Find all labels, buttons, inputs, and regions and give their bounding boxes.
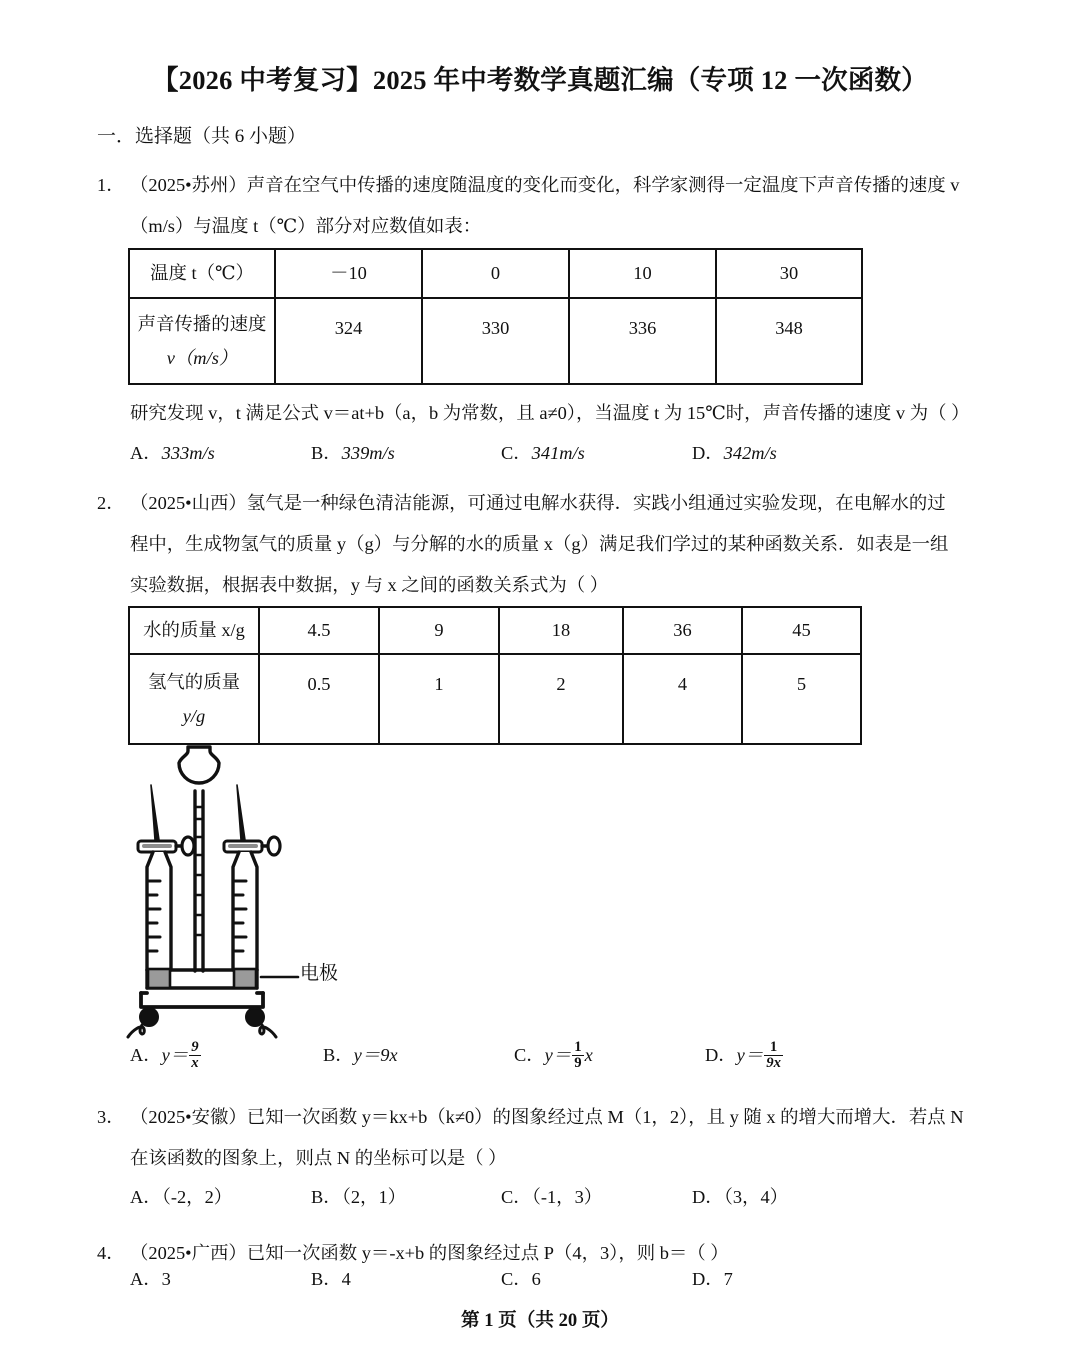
question-2-number: 2． (97, 493, 125, 513)
left-stopcock-knob (182, 837, 194, 855)
option-a-numerator: 9 (191, 1038, 199, 1055)
electrolysis-apparatus-svg (120, 745, 350, 1045)
table2-row2-cell-5: 5 (742, 654, 861, 744)
question-2-line-2: 程中，生成物氢气的质量 y（g）与分解的水的质量 x（g）满足我们学过的某种函数关系．如表是一组 (130, 534, 949, 554)
electrolysis-table (128, 606, 862, 745)
question-1-option-b[interactable] (311, 436, 395, 470)
option-d-numerator: 1 (764, 1040, 783, 1057)
left-burette-tip-icon (151, 785, 159, 840)
section-heading: 一．选择题（共 6 小题） (97, 126, 307, 147)
option-d-text: 342m/s (723, 443, 777, 463)
option-a-denominator: x (191, 1055, 199, 1072)
left-electrode-icon (148, 969, 170, 988)
question-2-options (130, 1038, 1030, 1078)
table2-row2-label-line1: 氢气的质量 (148, 671, 240, 692)
option-c-lead: y＝ (544, 1045, 572, 1065)
option-b-text: （2，1） (341, 1187, 407, 1207)
page-title: 【2026 中考复习】2025 年中考数学真题汇编（专项 12 一次函数） (152, 65, 928, 95)
question-2-option-b[interactable] (323, 1038, 398, 1072)
question-1-line-2: （m/s）与温度 t（℃）部分对应数值如表： (130, 216, 482, 236)
question-1-number: 1． (97, 175, 125, 195)
question-1-option-c[interactable] (501, 436, 585, 470)
option-a-tag: A． (130, 443, 162, 463)
question-2-body (130, 483, 1007, 606)
right-burette-tip-icon (237, 785, 245, 840)
question-4-text-1: 已知一次函数 y＝-x+b 的图象经过点 P（4，3），则 b＝（ ） (246, 1243, 729, 1263)
option-d-text: 7 (723, 1269, 733, 1289)
question-2 (97, 483, 1007, 606)
option-b-lead: y＝9x (353, 1045, 398, 1065)
table1-row1-cell-4: 30 (716, 249, 862, 298)
table2-row2-label (129, 654, 259, 744)
option-b-tag: B． (311, 1269, 342, 1289)
option-c-tag: C． (501, 1269, 532, 1289)
option-c-numerator: 1 (574, 1038, 582, 1055)
option-a-tag: A． (130, 1269, 162, 1289)
option-c-text: （-1，3） (531, 1187, 603, 1207)
question-1-source: （2025•苏州） (130, 175, 247, 195)
option-c-text: 341m/s (531, 443, 585, 463)
electrolysis-apparatus-figure (120, 745, 350, 1045)
question-4-source: （2025•广西） (130, 1243, 247, 1263)
option-d-tag: D． (692, 1269, 724, 1289)
table2-row1-cell-5: 45 (742, 607, 861, 654)
question-1-body (130, 165, 1002, 247)
option-b-text: 4 (341, 1269, 351, 1289)
table1-row1-cell-3: 10 (569, 249, 716, 298)
question-2-line-3: 实验数据，根据表中数据，y 与 x 之间的函数关系式为（ ） (130, 575, 609, 595)
question-4-option-b[interactable] (311, 1262, 351, 1296)
question-2-text-1: 氢气是一种绿色清洁能源，可通过电解水获得．实践小组通过实验发现，在电解水的过 (246, 493, 946, 513)
question-4-option-c[interactable] (501, 1262, 541, 1296)
option-a-tag: A． (130, 1187, 162, 1207)
page-footer: 第 1 页（共 20 页） (460, 1310, 620, 1331)
option-b-tag: B． (323, 1045, 354, 1065)
option-a-fraction (189, 1040, 200, 1072)
question-1-prompt (130, 393, 1010, 434)
question-1-option-a[interactable] (130, 436, 215, 470)
option-a-text: （-2，2） (161, 1187, 233, 1207)
table1-row2-label-line1: 声音传播的速度 (137, 313, 267, 334)
option-a-tag: A． (130, 1045, 162, 1065)
option-d-text: （3，4） (723, 1187, 789, 1207)
right-stopcock-knob (268, 837, 280, 855)
apparatus-base-frame (141, 993, 263, 1007)
question-3-line-2: 在该函数的图象上，则点 N 的坐标可以是（ ） (130, 1148, 507, 1168)
right-terminal-post-icon (246, 1008, 264, 1026)
table1-row2-label (129, 298, 275, 384)
question-3-line-1 (130, 1097, 1007, 1138)
question-3-option-a[interactable] (130, 1180, 232, 1214)
table1-row2-cell-2: 330 (422, 298, 569, 384)
table-row (129, 249, 862, 298)
table2-row2-cell-1: 0.5 (259, 654, 379, 744)
question-3-options (130, 1180, 1010, 1214)
option-b-tag: B． (311, 443, 342, 463)
question-3-option-c[interactable] (501, 1180, 602, 1214)
option-c-denominator: 9 (574, 1055, 582, 1072)
table2-row1-cell-3: 18 (499, 607, 623, 654)
option-b-tag: B． (311, 1187, 342, 1207)
option-c-fraction (572, 1040, 583, 1072)
table2-row1-cell-4: 36 (623, 607, 742, 654)
right-electrode-icon (234, 969, 256, 988)
left-terminal-post-icon (140, 1008, 158, 1026)
question-3 (97, 1097, 1007, 1179)
table1-row1-cell-2: 0 (422, 249, 569, 298)
option-c-tag: C． (501, 1187, 532, 1207)
table2-row2-cell-3: 2 (499, 654, 623, 744)
option-d-tag: D． (705, 1045, 737, 1065)
table1-row2-label-line2: v（m/s） (166, 348, 238, 368)
question-3-text-1: 已知一次函数 y＝kx+b（k≠0）的图象经过点 M（1，2），且 y 随 x 的增大而增大．若点 N (246, 1107, 964, 1127)
table1-row2-cell-1: 324 (275, 298, 422, 384)
table2-row2-cell-2: 1 (379, 654, 499, 744)
option-c-trail: x (584, 1045, 593, 1065)
question-2-source: （2025•山西） (130, 493, 247, 513)
question-1-options (130, 436, 1010, 470)
option-d-tag: D． (692, 1187, 724, 1207)
table-row (129, 607, 861, 654)
option-c-tag: C． (514, 1045, 545, 1065)
option-d-lead: y＝ (736, 1045, 764, 1065)
question-4-options (130, 1262, 1010, 1296)
table1-row2-cell-3: 336 (569, 298, 716, 384)
question-3-option-b[interactable] (311, 1180, 406, 1214)
option-a-text: 333m/s (161, 443, 215, 463)
right-lead-wire (260, 1025, 276, 1037)
option-c-text: 6 (531, 1269, 541, 1289)
question-3-source: （2025•安徽） (130, 1107, 247, 1127)
question-3-number: 3． (97, 1107, 125, 1127)
question-2-option-a[interactable] (130, 1038, 202, 1072)
question-4-option-d[interactable] (692, 1262, 733, 1296)
question-1 (97, 165, 1002, 247)
question-2-line-1 (130, 483, 1007, 524)
question-1-text-1: 声音在空气中传播的速度随温度的变化而变化，科学家测得一定温度下声音传播的速度 v (246, 175, 960, 195)
option-d-fraction (764, 1040, 783, 1072)
option-c-tag: C． (501, 443, 532, 463)
table2-row1-cell-2: 9 (379, 607, 499, 654)
table2-row2-label-line2: y/g (182, 706, 206, 726)
option-d-tag: D． (692, 443, 724, 463)
question-1-option-d[interactable] (692, 436, 777, 470)
option-a-lead: y＝ (161, 1045, 189, 1065)
table1-row1-cell-1: －10 (275, 249, 422, 298)
left-lead-wire (128, 1025, 144, 1037)
table2-row1-label: 水的质量 x/g (129, 607, 259, 654)
question-3-body (130, 1097, 1007, 1179)
table-row (129, 298, 862, 384)
question-4-number: 4． (97, 1243, 125, 1263)
question-1-prompt-text: 研究发现 v，t 满足公式 v＝at+b（a，b 为常数，且 a≠0），当温度 t 为 15℃时，声音传播的速度 v 为（ ） (130, 403, 970, 423)
question-2-option-c[interactable] (514, 1038, 593, 1072)
table-row (129, 654, 861, 744)
question-2-option-d[interactable] (705, 1038, 784, 1072)
option-a-text: 3 (161, 1269, 171, 1289)
table2-row1-cell-1: 4.5 (259, 607, 379, 654)
table1-row1-label: 温度 t（℃） (129, 249, 275, 298)
question-4-option-a[interactable] (130, 1262, 171, 1296)
table2-row2-cell-4: 4 (623, 654, 742, 744)
reservoir-bulb-icon (179, 747, 219, 783)
question-1-line-1 (130, 165, 1002, 206)
option-d-denominator: 9x (766, 1055, 781, 1072)
electrode-label: 电极 (300, 963, 339, 984)
sound-speed-table (128, 248, 863, 385)
option-b-text: 339m/s (341, 443, 395, 463)
question-3-option-d[interactable] (692, 1180, 788, 1214)
table1-row2-cell-4: 348 (716, 298, 862, 384)
